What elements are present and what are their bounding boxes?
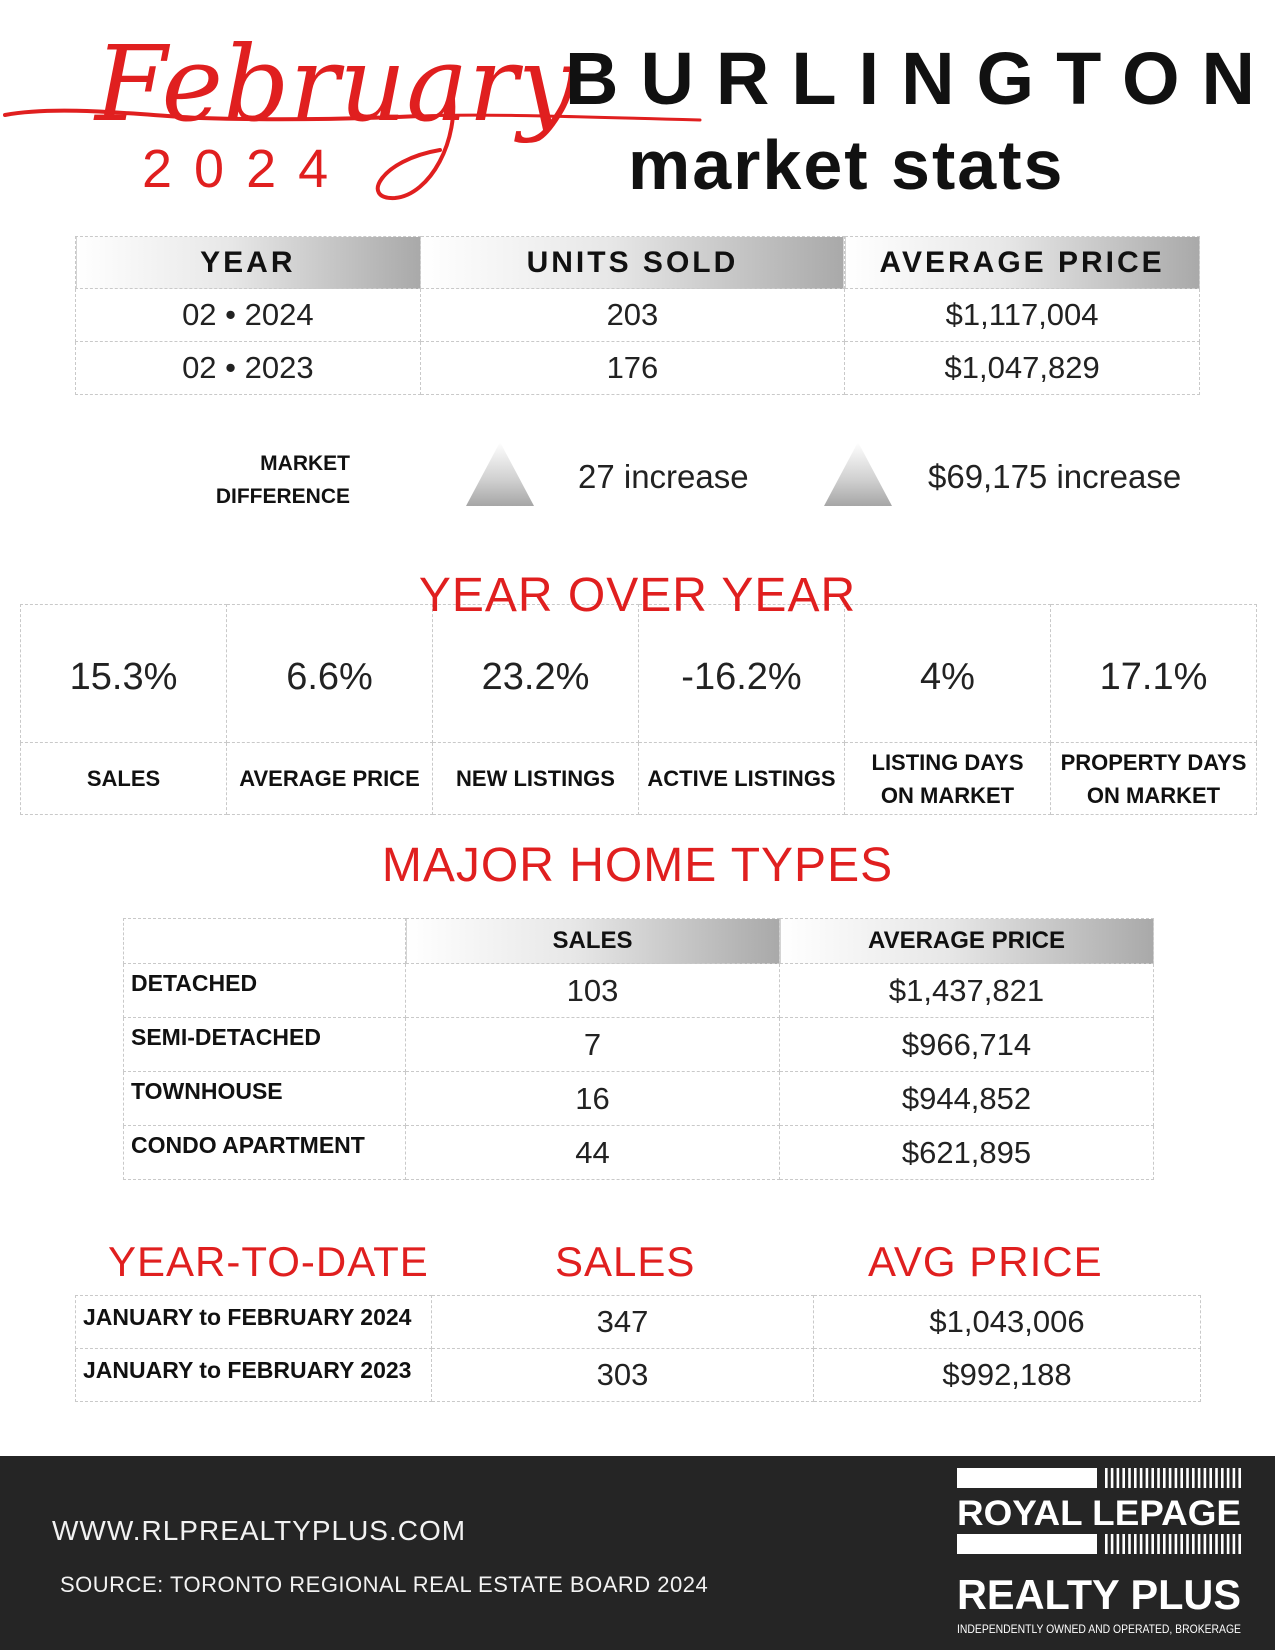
table-row: [124, 1018, 1154, 1072]
yoy-new-listings-value: 23.2%: [433, 605, 639, 743]
col-header-average-price: AVERAGE PRICE: [780, 919, 1154, 964]
table-row: [76, 342, 1200, 395]
ytd-title: YEAR-TO-DATE: [108, 1238, 429, 1285]
ytd-price: $1,043,006: [814, 1296, 1201, 1349]
label-line2: ON MARKET: [1086, 782, 1221, 808]
logo-stripe: [1169, 1534, 1172, 1554]
city-title: BURLINGTON: [565, 37, 1277, 120]
market-difference-label: [200, 447, 350, 513]
logo-line2: REALTY PLUS: [957, 1571, 1241, 1618]
market-label-line1: MARKET: [260, 452, 350, 475]
website-link[interactable]: WWW.RLPREALTYPLUS.COM: [52, 1515, 467, 1546]
logo-stripe: [1204, 1468, 1207, 1488]
royal-lepage-logo: [955, 1466, 1245, 1641]
blank-header-cell: [124, 919, 406, 964]
label-line2: ON MARKET: [880, 782, 1015, 808]
home-type-price: $944,852: [780, 1072, 1154, 1126]
up-triangle-icon: [824, 442, 892, 506]
ytd-table: [75, 1295, 1201, 1402]
row-units: 176: [420, 342, 845, 395]
logo-stripe: [1128, 1468, 1131, 1488]
logo-stripe: [1227, 1534, 1230, 1554]
logo-stripe: [1198, 1534, 1201, 1554]
table-row: [76, 1296, 1201, 1349]
logo-stripe: [1186, 1468, 1189, 1488]
logo-stripe: [1122, 1468, 1125, 1488]
logo-stripe: [1186, 1534, 1189, 1554]
logo-stripe: [1140, 1468, 1143, 1488]
logo-stripe: [1163, 1534, 1166, 1554]
home-type-sales: 44: [406, 1126, 780, 1180]
logo-stripe: [1175, 1534, 1178, 1554]
logo-stripe: [1146, 1534, 1149, 1554]
ytd-price-header: AVG PRICE: [868, 1238, 1103, 1285]
ytd-sales-header: SALES: [555, 1238, 696, 1285]
logo-stripe: [1209, 1468, 1212, 1488]
logo-stripe: [1209, 1534, 1212, 1554]
ytd-sales: 347: [432, 1296, 814, 1349]
home-type-price: $1,437,821: [780, 964, 1154, 1018]
yoy-active-listings-label: ACTIVE LISTINGS: [639, 743, 845, 815]
subtitle: market stats: [628, 126, 1065, 204]
logo-stripe: [1157, 1468, 1160, 1488]
logo-stripe: [1204, 1534, 1207, 1554]
logo-stripe: [1157, 1534, 1160, 1554]
yoy-avg-price-value: 6.6%: [227, 605, 433, 743]
logo-tagline: INDEPENDENTLY OWNED AND OPERATED, BROKERAGE: [957, 1624, 1242, 1636]
table-row: [124, 1072, 1154, 1126]
logo-stripe: [1215, 1468, 1218, 1488]
home-type-label: SEMI-DETACHED: [124, 1018, 406, 1072]
logo-stripe: [1105, 1468, 1108, 1488]
logo-line1: ROYAL LEPAGE: [957, 1494, 1241, 1533]
logo-stripe: [1238, 1534, 1241, 1554]
logo-stripe: [1180, 1468, 1183, 1488]
home-types-table: [123, 918, 1154, 1180]
logo-stripe: [1221, 1468, 1224, 1488]
home-type-label: TOWNHOUSE: [124, 1072, 406, 1126]
units-difference: 27 increase: [578, 458, 749, 495]
logo-stripe: [1238, 1468, 1241, 1488]
header-year: 2024: [142, 139, 351, 199]
label-line1: LISTING DAYS: [871, 749, 1024, 775]
yoy-avg-price-label: AVERAGE PRICE: [227, 743, 433, 815]
ytd-period: JANUARY to FEBRUARY 2024: [76, 1296, 432, 1349]
col-header-sales: SALES: [406, 919, 780, 964]
logo-stripe: [1169, 1468, 1172, 1488]
month-script-text: February: [95, 23, 577, 145]
home-type-price: $966,714: [780, 1018, 1154, 1072]
summary-table: [75, 236, 1200, 395]
table-row: [124, 1126, 1154, 1180]
row-units: 203: [420, 289, 845, 342]
logo-stripe: [1117, 1468, 1120, 1488]
logo-stripe: [1198, 1468, 1201, 1488]
ytd-period: JANUARY to FEBRUARY 2023: [76, 1349, 432, 1402]
col-header-units-sold: UNITS SOLD: [420, 237, 845, 289]
yoy-new-listings-label: NEW LISTINGS: [433, 743, 639, 815]
logo-stripe: [1192, 1534, 1195, 1554]
label-line1: PROPERTY DAYS: [1060, 749, 1247, 775]
logo-stripe: [1105, 1534, 1108, 1554]
home-type-label: DETACHED: [124, 964, 406, 1018]
table-row: [76, 289, 1200, 342]
home-type-sales: 103: [406, 964, 780, 1018]
row-year: 02 • 2023: [76, 342, 421, 395]
logo-stripe: [1215, 1534, 1218, 1554]
logo-stripe: [1221, 1534, 1224, 1554]
col-header-average-price: AVERAGE PRICE: [845, 237, 1200, 289]
yoy-listing-days-value: 4%: [845, 605, 1051, 743]
logo-stripe: [1122, 1534, 1125, 1554]
logo-stripe: [1111, 1534, 1114, 1554]
logo-stripe: [1227, 1468, 1230, 1488]
home-type-price: $621,895: [780, 1126, 1154, 1180]
home-type-sales: 7: [406, 1018, 780, 1072]
logo-stripe: [1134, 1468, 1137, 1488]
logo-stripe: [1180, 1534, 1183, 1554]
logo-stripe: [1192, 1468, 1195, 1488]
yoy-sales-value: 15.3%: [21, 605, 227, 743]
home-types-title: MAJOR HOME TYPES: [381, 839, 894, 892]
logo-stripe: [1146, 1468, 1149, 1488]
logo-stripe: [1128, 1534, 1131, 1554]
logo-stripe: [1151, 1468, 1154, 1488]
home-type-label: CONDO APARTMENT: [124, 1126, 406, 1180]
market-label-line2: DIFFERENCE: [215, 485, 350, 508]
yoy-property-days-label: [1051, 743, 1257, 815]
ytd-price: $992,188: [814, 1349, 1201, 1402]
source-note: SOURCE: TORONTO REGIONAL REAL ESTATE BOARD 2024: [60, 1572, 709, 1597]
yoy-sales-label: SALES: [21, 743, 227, 815]
yoy-listing-days-label: [845, 743, 1051, 815]
year-over-year-table: [20, 604, 1257, 815]
logo-stripe: [1111, 1468, 1114, 1488]
row-price: $1,117,004: [845, 289, 1200, 342]
logo-stripe: [1151, 1534, 1154, 1554]
table-row: [76, 1349, 1201, 1402]
home-type-sales: 16: [406, 1072, 780, 1126]
year-over-year-title: YEAR OVER YEAR: [418, 569, 857, 622]
yoy-active-listings-value: -16.2%: [639, 605, 845, 743]
logo-stripe: [1140, 1534, 1143, 1554]
logo-stripe: [1233, 1534, 1236, 1554]
logo-stripe: [1175, 1468, 1178, 1488]
col-header-year: YEAR: [76, 237, 421, 289]
row-price: $1,047,829: [845, 342, 1200, 395]
row-year: 02 • 2024: [76, 289, 421, 342]
logo-stripe: [1134, 1534, 1137, 1554]
price-difference: $69,175 increase: [928, 458, 1182, 495]
logo-stripe: [1117, 1534, 1120, 1554]
logo-stripe: [1233, 1468, 1236, 1488]
logo-stripe: [1163, 1468, 1166, 1488]
ytd-sales: 303: [432, 1349, 814, 1402]
up-triangle-icon: [466, 442, 534, 506]
table-row: [124, 964, 1154, 1018]
yoy-property-days-value: 17.1%: [1051, 605, 1257, 743]
